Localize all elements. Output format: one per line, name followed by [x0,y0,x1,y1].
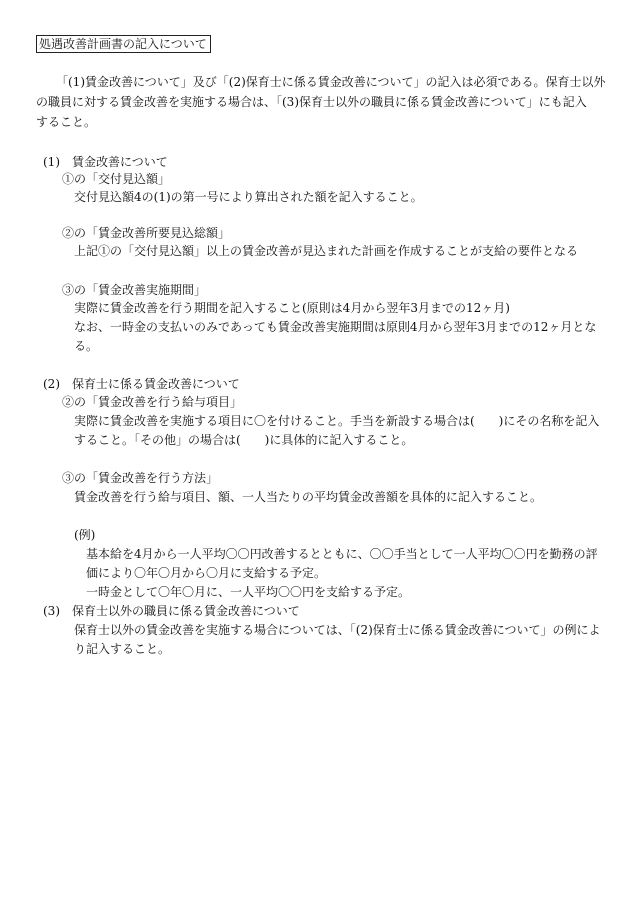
section2-item2-text-2: すること。「その他」の場合は( )に具体的に記入すること。 [74,433,414,447]
section3-heading: (3) 保育士以外の職員に係る賃金改善について [43,604,300,618]
section3-text-2: り記入すること。 [74,642,171,656]
section1-item2-text: 上記①の「交付見込額」以上の賃金改善が見込まれた計画を作成することが支給の要件となる [74,244,579,258]
intro-line-3: すること。 [36,115,97,129]
section2-heading: (2) 保育士に係る賃金改善について [43,377,240,391]
section1-item3-text-3: る。 [74,339,99,353]
section1-item3-heading: ③の「賃金改善実施期間」 [62,283,207,297]
section2-item3-text: 賃金改善を行う給与項目、額、一人当たりの平均賃金改善額を具体的に記入すること。 [74,490,543,504]
example-line-3: 一時金として〇年〇月に、一人平均〇〇円を支給する予定。 [86,585,411,599]
section1-item3-text-2: なお、一時金の支払いのみであっても賃金改善実施期間は原則4月から翌年3月までの12ヶ月とな [74,320,597,334]
section3-text-1: 保育士以外の賃金改善を実施する場合については、「(2)保育士に係る賃金改善について」の例によ [74,623,601,637]
intro-line-1: 「(1)賃金改善について」及び「(2)保育士に係る賃金改善について」の記入は必須である。保育士以外 [56,75,606,89]
section2-item2-heading: ②の「賃金改善を行う給与項目」 [62,395,243,409]
example-line-2: 価により〇年〇月から〇月に支給する予定。 [86,566,327,580]
document-title: 処遇改善計画書の記入について [36,35,211,53]
intro-line-2: の職員に対する賃金改善を実施する場合は、「(3)保育士以外の職員に係る賃金改善について」にも記入 [36,95,587,109]
section2-item3-heading: ③の「賃金改善を行う方法」 [62,471,219,485]
example-line-1: 基本給を4月から一人平均〇〇円改善するとともに、〇〇手当として一人平均〇〇円を勤務の評 [86,547,598,561]
section1-heading: (1) 賃金改善について [43,155,168,169]
section1-item3-text-1: 実際に賃金改善を行う期間を記入すること(原則は4月から翌年3月までの12ヶ月) [74,301,510,315]
section1-item1-heading: ①の「交付見込額」 [62,172,171,186]
section2-item2-text-1: 実際に賃金改善を実施する項目に〇を付けること。手当を新設する場合は( )にその名称を記入 [74,414,600,428]
section1-item1-text: 交付見込額4の(1)の第一号により算出された額を記入すること。 [74,190,423,204]
section1-item2-heading: ②の「賃金改善所要見込総額」 [62,226,231,240]
example-label: (例) [74,528,96,542]
